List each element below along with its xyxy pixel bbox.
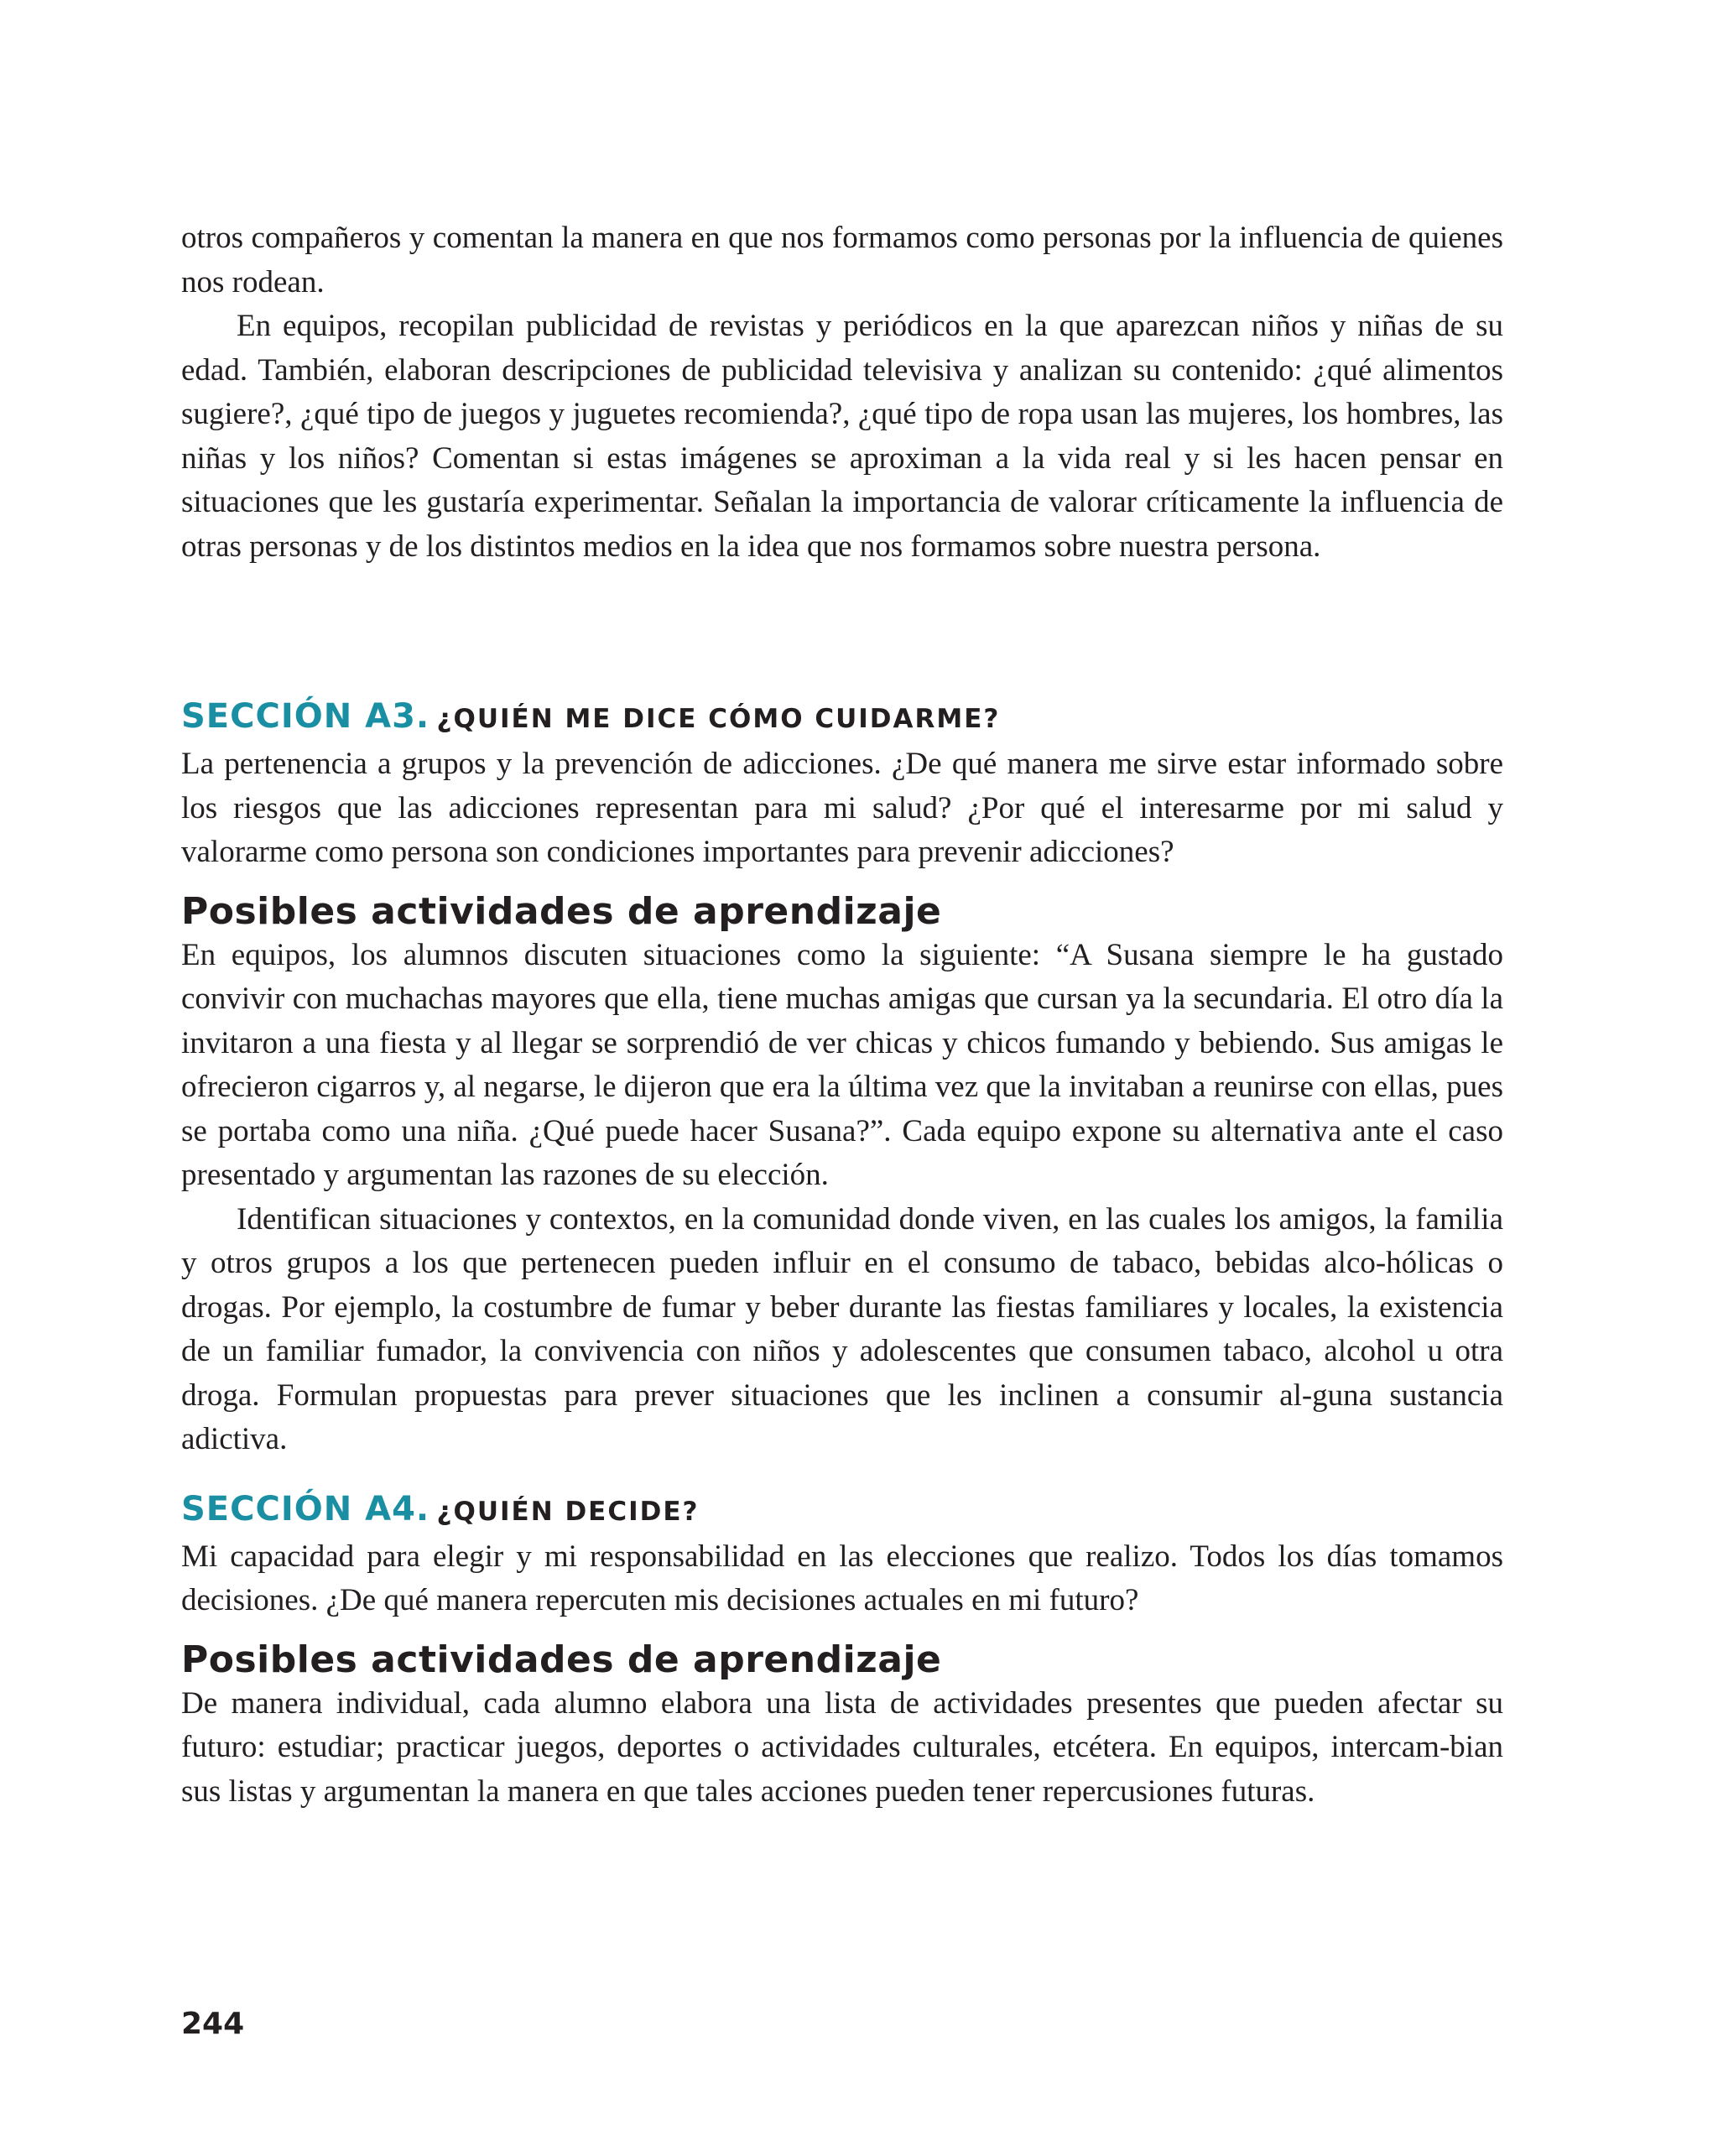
section-a4-activities-heading: Posibles actividades de aprendizaje xyxy=(181,1638,942,1681)
page-number: 244 xyxy=(181,2007,245,2041)
section-a3-description: La pertenencia a grupos y la prevención de adicciones. ¿De qué manera me sirve estar informado sobre los riesgos que las adicciones representan para mi salud? ¿Por qué el interesarme por mi salud y valorarme como persona son condiciones importantes para prevenir adicciones? xyxy=(181,747,1503,869)
spacer xyxy=(181,569,1503,695)
intro-paragraph-1: otros compañeros y comentan la manera en que nos formamos como personas por la influencia de quienes nos rodean. xyxy=(181,221,1503,299)
spacer xyxy=(181,875,1503,890)
section-a3-title: ¿QUIÉN ME DICE CÓMO CUIDARME? xyxy=(436,704,1001,734)
section-a4-activity-paragraph-1: De manera individual, cada alumno elabora una lista de actividades presentes que pueden afectar su futuro: estudiar; practicar juegos, deportes o actividades culturales, etcétera. En equipos, intercam-bian sus listas y argumentan la manera en que tales acciones pueden tener repercusiones futuras. xyxy=(181,1685,1503,1809)
section-a3-heading xyxy=(181,695,1503,742)
section-a4-description: Mi capacidad para elegir y mi responsabilidad en las elecciones que realizo. Todos los días tomamos decisiones. ¿De qué manera repercuten mis decisiones actuales en mi futuro? xyxy=(181,1539,1503,1617)
spacer xyxy=(181,1462,1503,1487)
page-content xyxy=(181,216,1503,1814)
section-a3-label: SECCIÓN A3. xyxy=(181,697,430,736)
section-a4-label: SECCIÓN A4. xyxy=(181,1489,430,1528)
intro-paragraph-2: En equipos, recopilan publicidad de revistas y periódicos en la que aparezcan niños y niñas de su edad. También, elaboran descripciones de publicidad televisiva y analizan su contenido: ¿qué alimentos sugiere?, ¿qué tipo de juegos y juguetes recomienda?, ¿qué tipo de ropa usan las mujeres, los hombres, las niñas y los niños? Comentan si estas imágenes se aproximan a la vida real y si les hacen pensar en situaciones que les gustaría experimentar. Señalan la importancia de valorar críticamente la influencia de otras personas y de los distintos medios en la idea que nos formamos sobre nuestra persona. xyxy=(181,309,1503,564)
section-a3-activity-paragraph-1: En equipos, los alumnos discuten situaciones como la siguiente: “A Susana siempre le ha gustado convivir con muchachas mayores que ella, tiene muchas amigas que cursan ya la secundaria. El otro día la invitaron a una fiesta y al llegar se sorprendió de ver chicas y chicos fumando y bebiendo. Sus amigas le ofrecieron cigarros y, al negarse, le dijeron que era la última vez que la invitaban a reunirse con ellas, pues se portaba como una niña. ¿Qué puede hacer Susana?”. Cada equipo expone su alternativa ante el caso presentado y argumentan las razones de su elección. xyxy=(181,937,1503,1192)
spacer xyxy=(181,1623,1503,1638)
section-a4-title: ¿QUIÉN DECIDE? xyxy=(436,1496,700,1527)
section-a4-heading xyxy=(181,1487,1503,1535)
section-a3-activities-heading: Posibles actividades de aprendizaje xyxy=(181,889,942,933)
section-a3-activity-paragraph-2: Identifican situaciones y contextos, en la comunidad donde viven, en las cuales los amigos, la familia y otros grupos a los que pertenecen pueden influir en el consumo de tabaco, bebidas alco-hólicas o drogas. Por ejemplo, la costumbre de fumar y beber durante las fiestas familiares y locales, la existencia de un familiar fumador, la convivencia con niños y adolescentes que consumen tabaco, alcohol u otra droga. Formulan propuestas para prever situaciones que les inclinen a consumir al-guna sustancia adictiva. xyxy=(181,1201,1503,1456)
